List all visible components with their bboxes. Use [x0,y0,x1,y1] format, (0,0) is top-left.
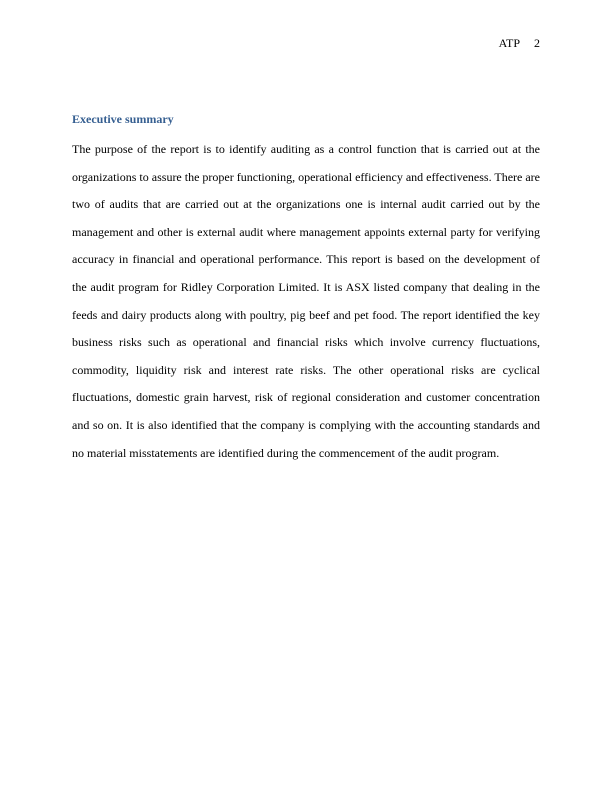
page-header [499,36,540,50]
section-heading: Executive summary [72,112,174,126]
page-number: 2 [534,36,540,50]
executive-summary-paragraph: The purpose of the report is to identify auditing as a control function that is carried out at the organizations to assure the proper functioning, operational efficiency and effectiveness. There are two of audits that are carried out at the organizations one is internal audit carried out by the management and other is external audit where management appoints external party for verifying accuracy in financial and operational performance. This report is based on the development of the audit program for Ridley Corporation Limited. It is ASX listed company that dealing in the feeds and dairy products along with poultry, pig beef and pet food. The report identified the key business risks such as operational and financial risks which involve currency fluctuations, commodity, liquidity risk and interest rate risks. The other operational risks are cyclical fluctuations, domestic grain harvest, risk of regional consideration and customer concentration and so on. It is also identified that the company is complying with the accounting standards and no material misstatements are identified during the commencement of the audit program. [72,142,540,460]
running-title: ATP [498,36,520,50]
